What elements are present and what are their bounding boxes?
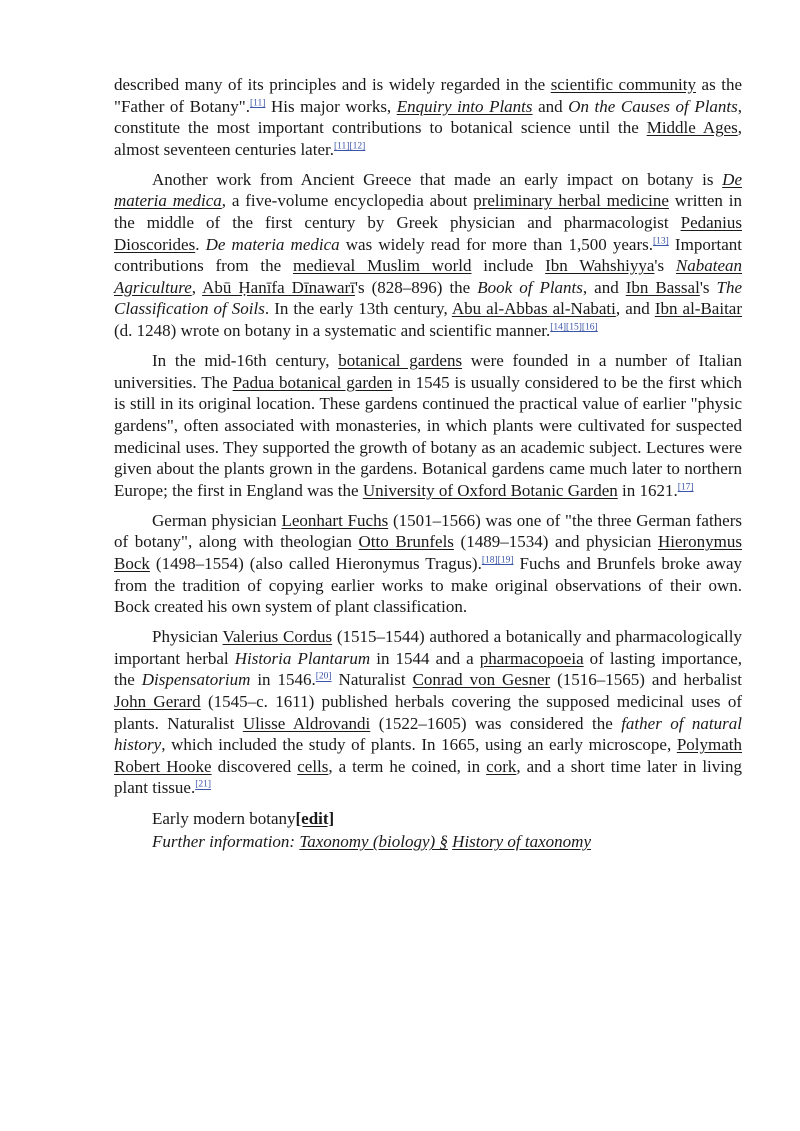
link-padua-botanical-garden[interactable]: Padua botanical garden xyxy=(232,372,393,392)
link-cork[interactable]: cork xyxy=(486,756,517,776)
text-run: In the mid-16th century, xyxy=(152,351,339,371)
text-run: Another work from Ancient Greece that made an early impact on botany is xyxy=(152,169,723,189)
text-run: 's xyxy=(654,256,676,276)
text-run: were founded in a number of Italian universities. The xyxy=(114,351,742,392)
text-run: , and xyxy=(582,277,626,297)
link-john-gerard[interactable]: John Gerard xyxy=(114,692,201,712)
link-leonhart-fuchs[interactable]: Leonhart Fuchs xyxy=(281,510,389,530)
link-ibn-bassal[interactable]: Ibn Bassal xyxy=(625,277,700,297)
citation-16[interactable]: [16] xyxy=(581,322,598,333)
text-run: , which included the study of plants. In 1665, using an early microscope, xyxy=(161,735,677,755)
link-ibn-wahshiyya[interactable]: Ibn Wahshiyya xyxy=(545,256,655,276)
text-run: 's xyxy=(699,277,717,297)
citation-12[interactable]: [12] xyxy=(349,141,366,152)
link-otto-brunfels[interactable]: Otto Brunfels xyxy=(358,532,454,552)
paragraphs xyxy=(114,74,742,799)
link-nabatean-agriculture[interactable]: Nabatean Agriculture xyxy=(114,256,743,297)
text-run: Naturalist xyxy=(331,670,413,690)
text-run: . In the early 13th century, xyxy=(264,299,452,319)
paragraph-4 xyxy=(114,510,742,618)
further-information-label: Further information: xyxy=(152,832,300,852)
taxonomy-biology-link[interactable]: Taxonomy (biology) § xyxy=(299,832,448,852)
link-conrad-von-gesner[interactable]: Conrad von Gesner xyxy=(412,670,551,690)
section-heading xyxy=(152,808,742,830)
link-enquiry-into-plants[interactable]: Enquiry into Plants xyxy=(396,96,533,116)
link-university-of-oxford-botanic-garden[interactable]: University of Oxford Botanic Garden xyxy=(362,480,618,500)
text-run: (1501–1566) was one of "the three German fathers of botany", along with theologian xyxy=(114,510,743,552)
text-run: Fuchs and Brunfels broke away from the tradition of copying earlier works to make original observations of their own. Bock created his own system of plant classification. xyxy=(114,553,742,617)
text-run: (1545–c. 1611) published herbals covering the supposed medicinal uses of plants. Naturalist xyxy=(114,692,742,733)
link-pharmacopoeia[interactable]: pharmacopoeia xyxy=(479,648,584,668)
italic-title: De materia medica xyxy=(205,234,340,254)
text-run: German physician xyxy=(152,510,282,530)
italic-title: Book of Plants xyxy=(477,277,583,297)
italic-title: Dispensatorium xyxy=(141,670,251,690)
text-run: , constitute the most important contributions to botanical science until the xyxy=(114,96,743,138)
text-run: , almost seventeen centuries later. xyxy=(114,118,743,159)
text-run: written in the middle of the first century by Greek physician and pharmacologist xyxy=(114,191,742,233)
paragraph-1 xyxy=(114,74,742,160)
text-run: in 1544 and a xyxy=(370,648,480,668)
text-run: (1489–1534) and physician xyxy=(453,532,658,552)
text-run: , xyxy=(191,277,203,297)
text-run: (1522–1605) was considered the xyxy=(370,713,622,733)
text-run: . xyxy=(195,234,206,254)
citation-21[interactable]: [21] xyxy=(195,779,212,790)
italic-title: Historia Plantarum xyxy=(234,648,371,668)
italic-title: The Classification of Soils xyxy=(114,277,743,319)
text-run: Important contributions from the xyxy=(114,234,742,276)
text-run: in 1546. xyxy=(250,670,316,690)
text-run: of lasting importance, the xyxy=(114,648,743,690)
text-run: (1515–1544) authored a botanically and pharmacologically important herbal xyxy=(114,627,742,668)
citation-19[interactable]: [19] xyxy=(497,555,514,566)
citation-18[interactable]: [18] xyxy=(481,555,498,566)
link-robert-hooke[interactable]: Robert Hooke xyxy=(114,756,212,776)
text-run: in 1621. xyxy=(617,480,678,500)
link-hieronymus-bock[interactable]: Hieronymus Bock xyxy=(114,532,742,573)
text-run: (1498–1554) (also called Hieronymus Tragus). xyxy=(149,553,482,573)
link-cells[interactable]: cells xyxy=(297,756,329,776)
text-run: (d. 1248) wrote on botany in a systematic and scientific manner. xyxy=(114,321,551,341)
text-run: discovered xyxy=(211,756,298,776)
link-abu-hanifa-dinawari[interactable]: Abū Ḥanīfa Dīnawarī xyxy=(202,277,355,297)
link-de-materia-medica[interactable]: De materia medica xyxy=(114,169,742,211)
text-run: , a term he coined, in xyxy=(328,756,487,776)
citation-17[interactable]: [17] xyxy=(677,482,694,493)
link-ulisse-aldrovandi[interactable]: Ulisse Aldrovandi xyxy=(242,713,371,733)
italic-title: On the Causes of Plants xyxy=(568,96,738,116)
text-run: as the "Father of Botany". xyxy=(114,75,742,116)
citation-20[interactable]: [20] xyxy=(315,671,332,682)
text-run: , a five-volume encyclopedia about xyxy=(221,191,474,211)
citation-11[interactable]: [11] xyxy=(249,97,266,108)
link-preliminary-herbal-medicine[interactable]: preliminary herbal medicine xyxy=(473,191,669,211)
article-body xyxy=(114,74,742,853)
link-ibn-al-baitar[interactable]: Ibn al-Baitar xyxy=(654,299,743,319)
link-middle-ages[interactable]: Middle Ages xyxy=(646,118,738,138)
citation-11[interactable]: [11] xyxy=(333,141,350,152)
text-run: described many of its principles and is widely regarded in the xyxy=(114,75,551,94)
edit-section-link[interactable]: [edit] xyxy=(295,808,335,828)
text-run: include xyxy=(471,256,546,276)
link-scientific-community[interactable]: scientific community xyxy=(550,75,696,94)
link-polymath[interactable]: Polymath xyxy=(676,735,742,755)
text-run: in 1545 is usually considered to be the first which is still in its original location. These gardens continued the practical value of earlier "physic gardens", often associated with monasteries, in which plants were cultivated for suspected medicinal uses. They supported the growth of botany as an academic subject. Lectures were given about the plants grown in the gardens. Botanical gardens came much later to northern Europe; the first in England was the xyxy=(114,372,743,500)
paragraph-3 xyxy=(114,350,742,501)
text-run: Physician xyxy=(152,627,223,647)
paragraph-2 xyxy=(114,169,742,342)
text-run: His major works, xyxy=(265,96,397,116)
citation-15[interactable]: [15] xyxy=(566,322,582,333)
link-botanical-gardens[interactable]: botanical gardens xyxy=(338,351,463,371)
link-pedanius-dioscorides[interactable]: Pedanius Dioscorides xyxy=(114,213,742,254)
text-run: , and xyxy=(615,299,655,319)
history-of-taxonomy-link[interactable]: History of taxonomy xyxy=(452,832,591,852)
further-information xyxy=(152,831,742,853)
link-abu-al-abbas-al-nabati[interactable]: Abu al-Abbas al-Nabati xyxy=(451,299,616,319)
citation-14[interactable]: [14] xyxy=(550,322,567,333)
text-run: (1516–1565) and herbalist xyxy=(550,670,742,690)
italic-title: father of natural history xyxy=(114,713,742,755)
citation-13[interactable]: [13] xyxy=(652,236,669,246)
text-run: , and a short time later in living plant tissue. xyxy=(114,756,743,798)
link-valerius-cordus[interactable]: Valerius Cordus xyxy=(222,627,333,647)
text-run: and xyxy=(532,96,569,116)
link-medieval-muslim-world[interactable]: medieval Muslim world xyxy=(292,256,472,276)
paragraph-5 xyxy=(114,626,742,799)
section-heading-title: Early modern botany xyxy=(152,808,296,828)
text-run: 's (828–896) the xyxy=(354,277,478,297)
text-run: was widely read for more than 1,500 years. xyxy=(339,234,653,254)
